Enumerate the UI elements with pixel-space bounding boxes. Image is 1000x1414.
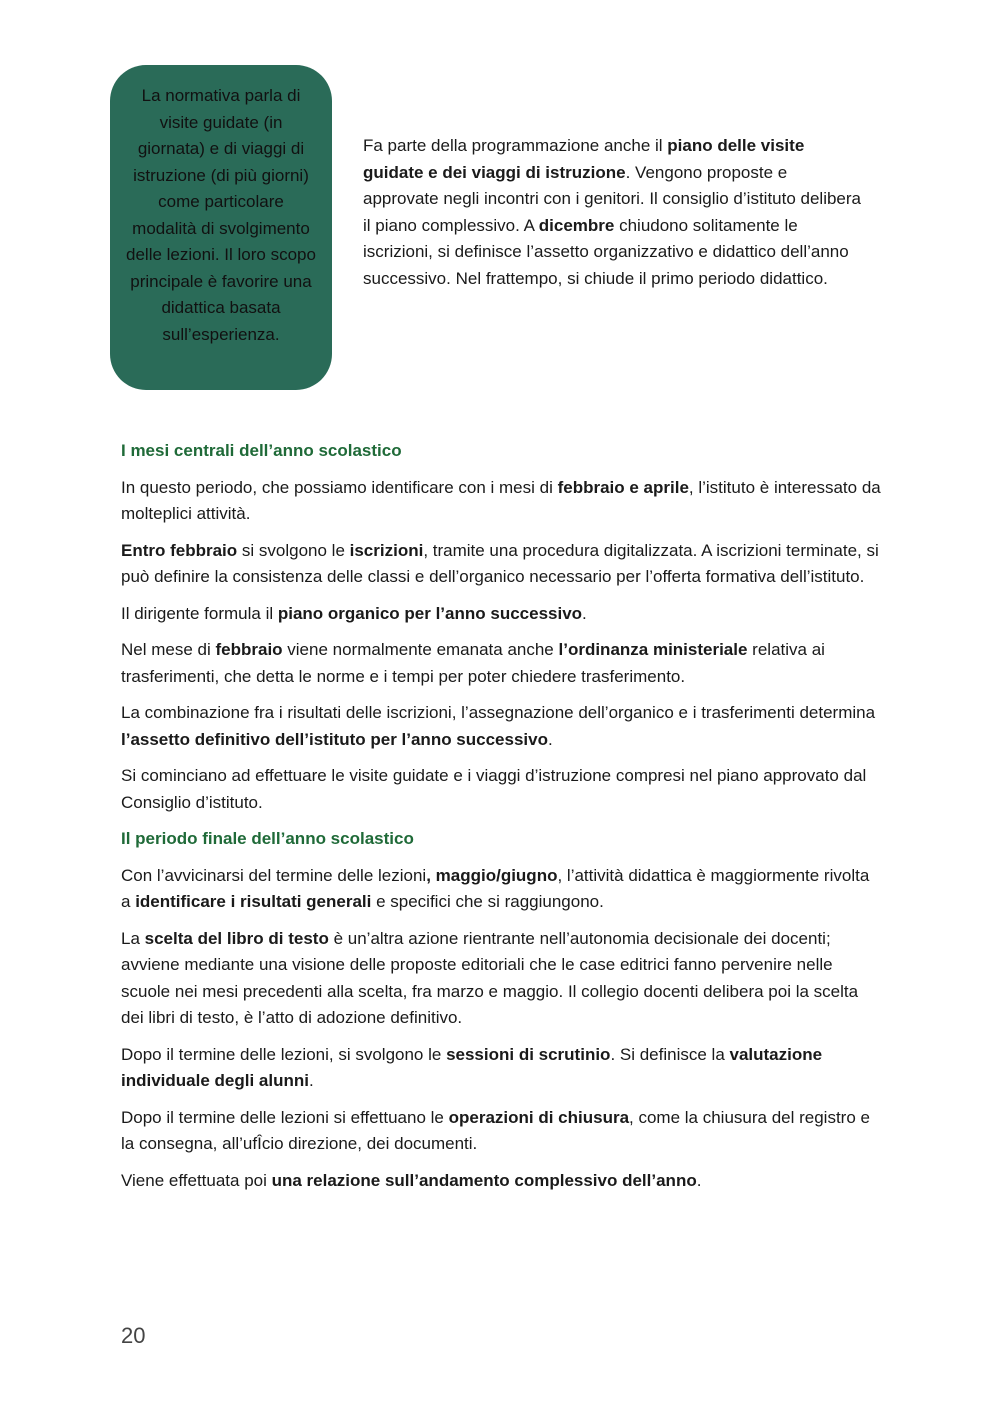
paragraph: Con l’avvicinarsi del termine delle lezioni, maggio/giugno, l’attività didattica è maggiormente rivolta a identificare i risultati generali e specifici che si raggiungono.: [121, 865, 870, 911]
paragraph: Si cominciano ad effettuare le visite guidate e i viaggi d’istruzione compresi nel piano approvato dal Consiglio d’istituto.: [121, 766, 867, 812]
paragraph: Entro febbraio si svolgono le iscrizioni, tramite una procedura digitalizzata. A iscrizioni terminate, si può definire la consistenza delle classi e dell’organico necessario per l’offerta formativa dell’istituto.: [121, 540, 879, 586]
paragraph: Viene effettuata poi una relazione sull’andamento complessivo dell’anno.: [121, 1170, 702, 1190]
paragraph: La scelta del libro di testo è un’altra azione rientrante nell’autonomia decisionale dei docenti; avviene mediante una visione delle proposte editoriali che le case editrici fanno pervenire nelle scuole nei mesi precedenti alla scelta, fra marzo e maggio. Il collegio docenti delibera poi la scelta dei libri di testo, è l’atto di adozione definitivo.: [121, 928, 859, 1027]
section-heading-final-period: Il periodo finale dell’anno scolastico: [121, 829, 414, 848]
paragraph: Il dirigente formula il piano organico per l’anno successivo.: [121, 603, 587, 623]
section-heading-central-months: I mesi centrali dell’anno scolastico: [121, 441, 402, 460]
paragraph: La combinazione fra i risultati delle iscrizioni, l’assegnazione dell’organico e i trasferimenti determina l’assetto definitivo dell’istituto per l’anno successivo.: [121, 703, 876, 749]
page-number: 20: [121, 1323, 146, 1348]
paragraph: Dopo il termine delle lezioni si effettuano le operazioni di chiusura, come la chiusura del registro e la consegna, all’ufÎcio direzione, dei documenti.: [121, 1107, 870, 1153]
paragraph: In questo periodo, che possiamo identificare con i mesi di febbraio e aprile, l’istituto è interessato da molteplici attività.: [121, 477, 881, 523]
intro-paragraph: Fa parte della programmazione anche il piano delle visite guidate e dei viaggi di istruzione. Vengono proposte e approvate negli incontri con i genitori. Il consiglio d’istituto delibera il piano complessivo. A dicembre chiudono solitamente le iscrizioni, si definisce l’assetto organizzativo e didattico dell’anno successivo. Nel frattempo, si chiude il primo periodo didattico.: [363, 136, 862, 288]
callout-box: [110, 65, 332, 390]
paragraph: Nel mese di febbraio viene normalmente emanata anche l’ordinanza ministeriale relativa ai trasferimenti, che detta le norme e i tempi per poter chiedere trasferimento.: [121, 640, 825, 686]
paragraph: Dopo il termine delle lezioni, si svolgono le sessioni di scrutinio. Si definisce la valutazione individuale degli alunni.: [121, 1044, 823, 1090]
callout-text: La normativa parla di visite guidate (in giornata) e di viaggi di istruzione (di più giorni) come particolare modalità di svolgimento delle lezioni. Il loro scopo principale è favorire una didattica basata sull’esperienza.: [126, 86, 316, 344]
main-content: [121, 438, 881, 1204]
